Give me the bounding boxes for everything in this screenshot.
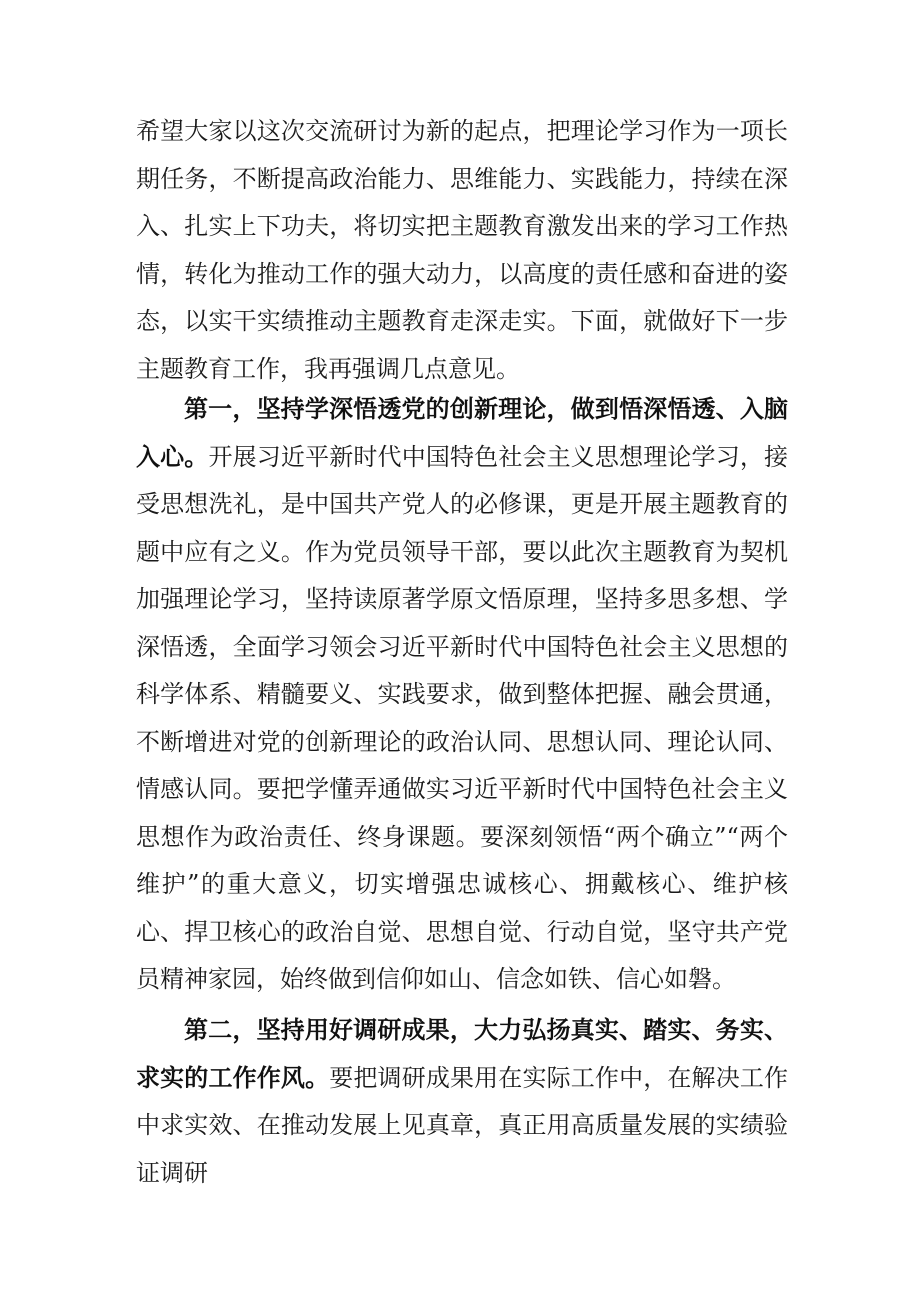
paragraph-first-point (136, 386, 788, 1004)
paragraph-second-point (136, 1007, 788, 1197)
paragraph-intro (136, 108, 788, 393)
paragraph-second-point-body: 要把调研成果用在实际工作中，在解决工作中求实效、在推动发展上见真章，真正用高质量发展的实绩验证调研 (136, 1063, 789, 1187)
paragraph-intro-body: 希望大家以这次交流研讨为新的起点，把理论学习作为一项长期任务，不断提高政治能力、思维能力、实践能力，持续在深入、扎实上下功夫，将切实把主题教育激发出来的学习工作热情，转化为推动工作的强大动力，以高度的责任感和奋进的姿态，以实干实绩推动主题教育走深走实。下面，就做好下一步主题教育工作，我再强调几点意见。 (136, 117, 788, 383)
paragraph-first-point-heading: 第一，坚持学深悟透党的创新理论，做到悟深悟透、入脑入心。 (136, 395, 788, 471)
paragraph-second-point-heading: 第二，坚持用好调研成果，大力弘扬真实、踏实、务实、求实的工作作风。 (136, 1016, 788, 1092)
paragraph-first-point-body: 开展习近平新时代中国特色社会主义思想理论学习，接受思想洗礼，是中国共产党人的必修课，更是开展主题教育的题中应有之义。作为党员领导干部，要以此次主题教育为契机加强理论学习，坚持读原著学原文悟原理，坚持多思多想、学深悟透，全面学习领会习近平新时代中国特色社会主义思想的科学体系、精髓要义、实践要求，做到整体把握、融会贯通，不断增进对党的创新理论的政治认同、思想认同、理论认同、情感认同。要把学懂弄通做实习近平新时代中国特色社会主义思想作为政治责任、终身课题。要深刻领悟“两个确立”“两个维护”的重大意义，切实增强忠诚核心、拥戴核心、维护核心、捍卫核心的政治自觉、思想自觉、行动自觉，坚守共产党员精神家园，始终做到信仰如山、信念如铁、信心如磐。 (136, 442, 789, 993)
